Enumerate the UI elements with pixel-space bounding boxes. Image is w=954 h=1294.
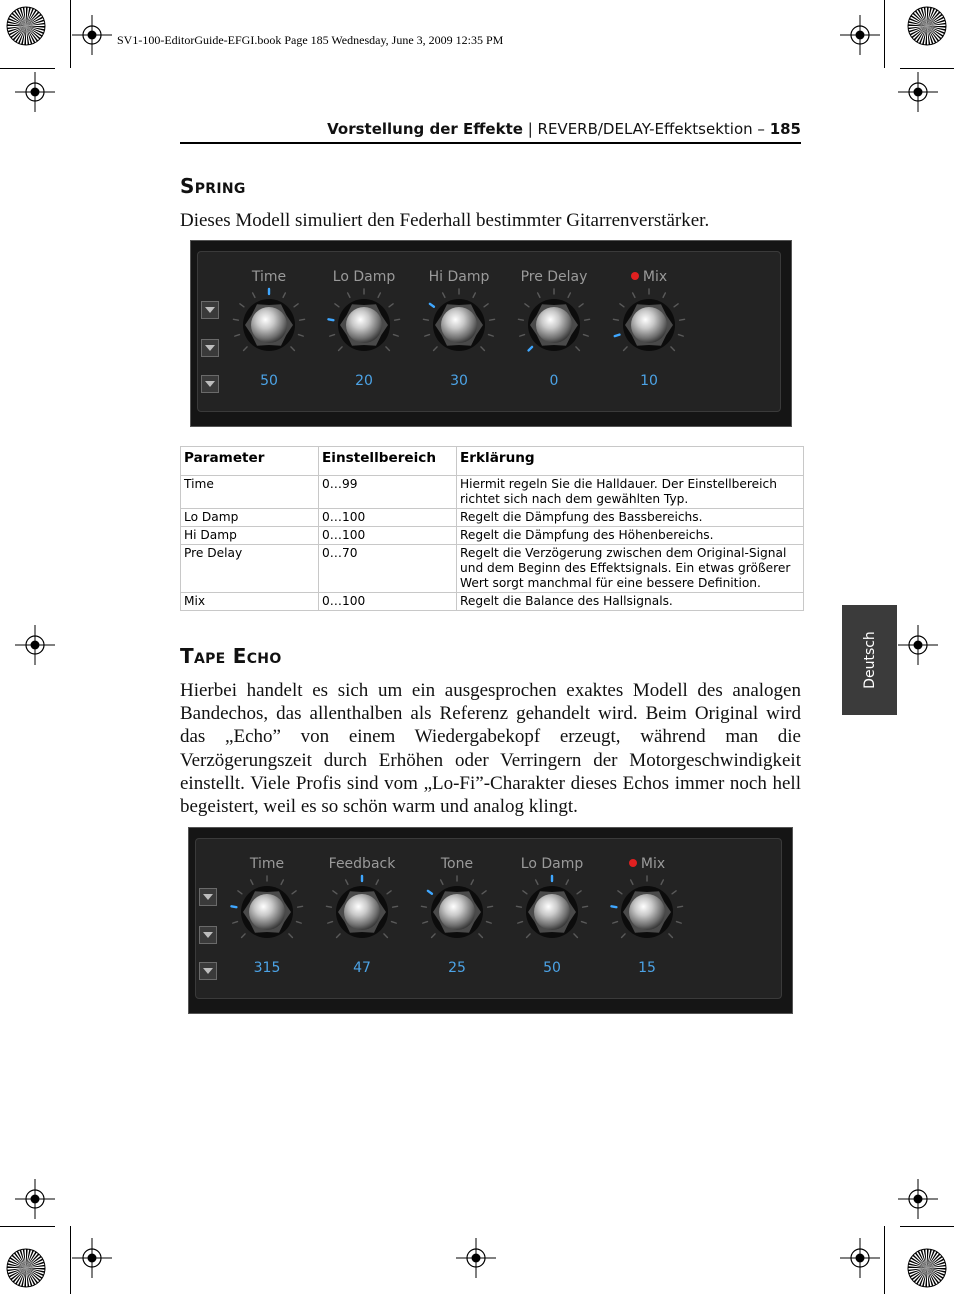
- chevron-down-icon: [204, 379, 216, 389]
- knob-label-text: Time: [251, 269, 287, 285]
- chevron-down-icon: [204, 305, 216, 315]
- spring-effect-panel: [190, 240, 792, 427]
- preset-dropdown-button[interactable]: [201, 375, 219, 393]
- trim-line: [884, 1226, 885, 1294]
- knob-control[interactable]: [409, 856, 505, 1006]
- knob-label: [314, 856, 410, 872]
- starburst-mark: [907, 6, 947, 46]
- starburst-mark: [6, 1248, 46, 1288]
- spring-intro: Dieses Modell simuliert den Federhall bestimmter Gitarrenverstärker.: [180, 210, 710, 231]
- knob-label-text: Time: [249, 856, 285, 872]
- knob-dial[interactable]: [609, 285, 689, 365]
- knob-label: [316, 269, 412, 285]
- running-head-chapter: Vorstellung der Effekte: [327, 120, 523, 138]
- table-row: [181, 476, 804, 509]
- knob-value: 20: [355, 373, 373, 389]
- book-slug: SV1-100-EditorGuide-EFGI.book Page 185 Wednesday, June 3, 2009 12:35 PM: [117, 33, 504, 47]
- knob-control[interactable]: [504, 856, 600, 1006]
- knob-dial[interactable]: [417, 872, 497, 952]
- knob-label-text: Mix: [642, 269, 668, 285]
- knob-control[interactable]: [221, 269, 317, 419]
- mix-led-indicator: [631, 272, 639, 280]
- knob-value: 25: [448, 960, 466, 976]
- starburst-mark: [907, 1248, 947, 1288]
- knob-label-text: Lo Damp: [332, 269, 396, 285]
- knob-label-text: Pre Delay: [520, 269, 588, 285]
- knob-label-text: Tone: [440, 856, 474, 872]
- knob-dial[interactable]: [514, 285, 594, 365]
- knob-value: 30: [450, 373, 468, 389]
- trim-line: [900, 1226, 954, 1227]
- knob-control[interactable]: [219, 856, 315, 1006]
- chevron-down-icon: [202, 892, 214, 902]
- registration-mark: [72, 15, 112, 55]
- knob-dial[interactable]: [322, 872, 402, 952]
- trim-line: [0, 1226, 55, 1227]
- knob-label: [504, 856, 600, 872]
- knob-label: [599, 856, 695, 872]
- preset-dropdown-button[interactable]: [199, 962, 217, 980]
- registration-mark: [898, 625, 938, 665]
- page-number: 185: [769, 120, 801, 138]
- knob-value: 315: [253, 960, 281, 976]
- knob-label: [221, 269, 317, 285]
- chevron-down-icon: [202, 930, 214, 940]
- registration-mark: [15, 72, 55, 112]
- registration-mark: [15, 1179, 55, 1219]
- knob-dial[interactable]: [607, 872, 687, 952]
- mix-led-indicator: [629, 859, 637, 867]
- knob-value: 50: [543, 960, 561, 976]
- knob-value: 15: [638, 960, 656, 976]
- registration-mark: [898, 1179, 938, 1219]
- registration-mark: [840, 15, 880, 55]
- knob-dial[interactable]: [229, 285, 309, 365]
- registration-mark: [15, 625, 55, 665]
- preset-dropdown-button[interactable]: [201, 301, 219, 319]
- cell-explanation: Regelt die Verzögerung zwischen dem Original-Signal und dem Beginn des Effektsignals. Ein etwas größerer Wert sorgt manchmal für eine bessere Definition.: [457, 545, 804, 593]
- running-head-dash: –: [752, 120, 770, 138]
- chevron-down-icon: [204, 343, 216, 353]
- cell-parameter: Time: [181, 476, 319, 509]
- knob-control[interactable]: [314, 856, 410, 1006]
- knob-control[interactable]: [411, 269, 507, 419]
- table-row: [181, 527, 804, 545]
- table-row: [181, 545, 804, 593]
- knob-label: [409, 856, 505, 872]
- knob-value: 47: [353, 960, 371, 976]
- knob-dial[interactable]: [512, 872, 592, 952]
- cell-parameter: Lo Damp: [181, 509, 319, 527]
- knob-control[interactable]: [599, 856, 695, 1006]
- knob-control[interactable]: [601, 269, 697, 419]
- registration-mark: [72, 1238, 112, 1278]
- chevron-down-icon: [202, 966, 214, 976]
- table-row: [181, 509, 804, 527]
- running-head-section: REVERB/DELAY-Effektsektion: [537, 120, 753, 138]
- knob-label-text: Mix: [640, 856, 666, 872]
- cell-parameter: Pre Delay: [181, 545, 319, 593]
- cell-explanation: Regelt die Dämpfung des Höhenbereichs.: [457, 527, 804, 545]
- table-header-row: [181, 447, 804, 476]
- trim-line: [0, 68, 55, 69]
- tape-echo-effect-panel: [188, 827, 793, 1014]
- knob-label-text: Hi Damp: [428, 269, 490, 285]
- table-row: [181, 593, 804, 611]
- knob-dial[interactable]: [227, 872, 307, 952]
- cell-explanation: Regelt die Dämpfung des Bassbereichs.: [457, 509, 804, 527]
- registration-mark: [898, 72, 938, 112]
- knob-control[interactable]: [316, 269, 412, 419]
- language-tab-label: Deutsch: [861, 631, 878, 689]
- knob-dial[interactable]: [419, 285, 499, 365]
- cell-parameter: Mix: [181, 593, 319, 611]
- trim-line: [70, 1226, 71, 1294]
- column-header-explanation: Erklärung: [457, 447, 804, 476]
- registration-mark: [456, 1238, 496, 1278]
- running-head: [180, 118, 801, 144]
- knob-label-text: Feedback: [328, 856, 396, 872]
- cell-explanation: Regelt die Balance des Hallsignals.: [457, 593, 804, 611]
- registration-mark: [840, 1238, 880, 1278]
- tape-echo-heading: Tape Echo: [180, 644, 282, 668]
- tape-echo-intro: Hierbei handelt es sich um ein ausgesprochen exaktes Modell des analogen Bandechos, das allenthalben als Referenz gehandelt wird. Beim Original wird das „Echo” von einem Wiedergabekopf erzeugt, während man die Verzögerungszeit durch Erhöhen oder Verringern der Motorgeschwindigkeit einstellt. Viele Profis sind vom „Lo-Fi”-Charakter dieses Echos immer noch hell begeistert, weil es so schön warm und analog klingt.: [180, 680, 801, 818]
- preset-dropdown-button[interactable]: [199, 926, 217, 944]
- cell-parameter: Hi Damp: [181, 527, 319, 545]
- knob-dial[interactable]: [324, 285, 404, 365]
- trim-line: [900, 68, 954, 69]
- cell-range: 0…99: [319, 476, 457, 509]
- knob-value: 10: [640, 373, 658, 389]
- knob-label: [219, 856, 315, 872]
- knob-label: [411, 269, 507, 285]
- cell-explanation: Hiermit regeln Sie die Halldauer. Der Einstellbereich richtet sich nach dem gewählten Typ.: [457, 476, 804, 509]
- column-header-parameter: Parameter: [181, 447, 319, 476]
- knob-value: 0: [549, 373, 559, 389]
- preset-dropdown-button[interactable]: [199, 888, 217, 906]
- knob-label-text: Lo Damp: [520, 856, 584, 872]
- cell-range: 0…100: [319, 593, 457, 611]
- trim-line: [884, 0, 885, 68]
- parameter-table: [180, 446, 804, 611]
- knob-label: [506, 269, 602, 285]
- knob-control[interactable]: [506, 269, 602, 419]
- trim-line: [70, 0, 71, 68]
- cell-range: 0…70: [319, 545, 457, 593]
- starburst-mark: [6, 6, 46, 46]
- knob-value: 50: [260, 373, 278, 389]
- running-head-separator: |: [522, 120, 538, 138]
- cell-range: 0…100: [319, 509, 457, 527]
- spring-heading: Spring: [180, 174, 246, 198]
- knob-label: [601, 269, 697, 285]
- cell-range: 0…100: [319, 527, 457, 545]
- column-header-range: Einstellbereich: [319, 447, 457, 476]
- preset-dropdown-button[interactable]: [201, 339, 219, 357]
- language-tab: [842, 605, 897, 715]
